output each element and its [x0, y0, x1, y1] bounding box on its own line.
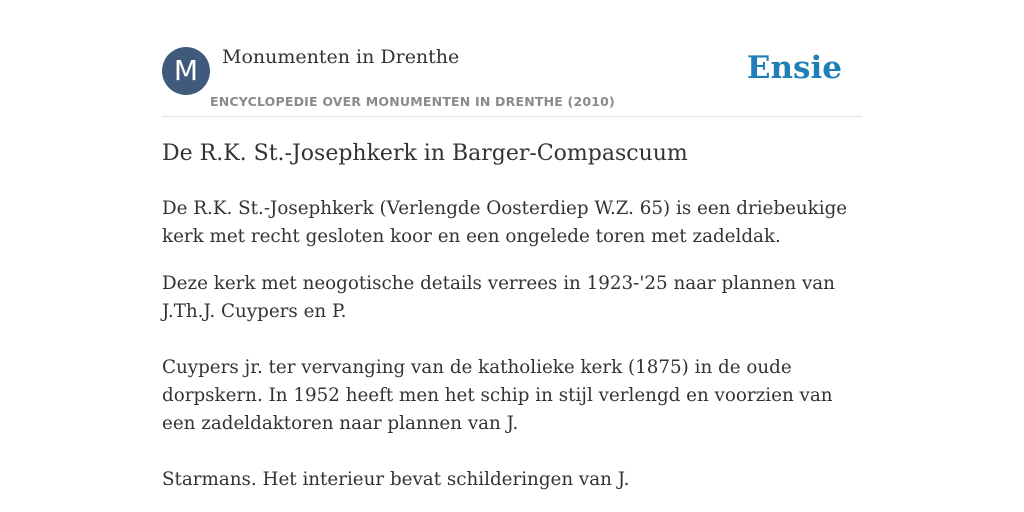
- ensie-logo-link[interactable]: Ensie: [746, 50, 842, 86]
- site-title[interactable]: Monumenten in Drenthe: [222, 46, 460, 68]
- article-paragraph: Starmans. Het interieur bevat schilderingen van J.: [162, 469, 630, 490]
- site-subtitle: ENCYCLOPEDIE OVER MONUMENTEN IN DRENTHE (2010): [210, 94, 615, 109]
- avatar[interactable]: M: [162, 47, 210, 95]
- article-paragraph: Cuypers jr. ter vervanging van de katholieke kerk (1875) in de oude dorpskern. In 1952 heeft men het schip in stijl verlengd en voorzien van een zadeldaktoren naar plannen van J.: [162, 357, 833, 434]
- article-paragraph: De R.K. St.-Josephkerk (Verlengde Oosterdiep W.Z. 65) is een driebeukige kerk met recht gesloten koor en een ongelede toren met zadeldak.: [162, 198, 848, 247]
- article: [162, 138, 862, 494]
- paragraph-spacer: [162, 438, 862, 466]
- article-paragraph: Deze kerk met neogotische details verrees in 1923-'25 naar plannen van J.Th.J. Cuypers en P.: [162, 273, 835, 322]
- paragraph-spacer: [162, 326, 862, 354]
- article-title: De R.K. St.-Josephkerk in Barger-Compascuum: [162, 141, 688, 166]
- header: [162, 44, 862, 117]
